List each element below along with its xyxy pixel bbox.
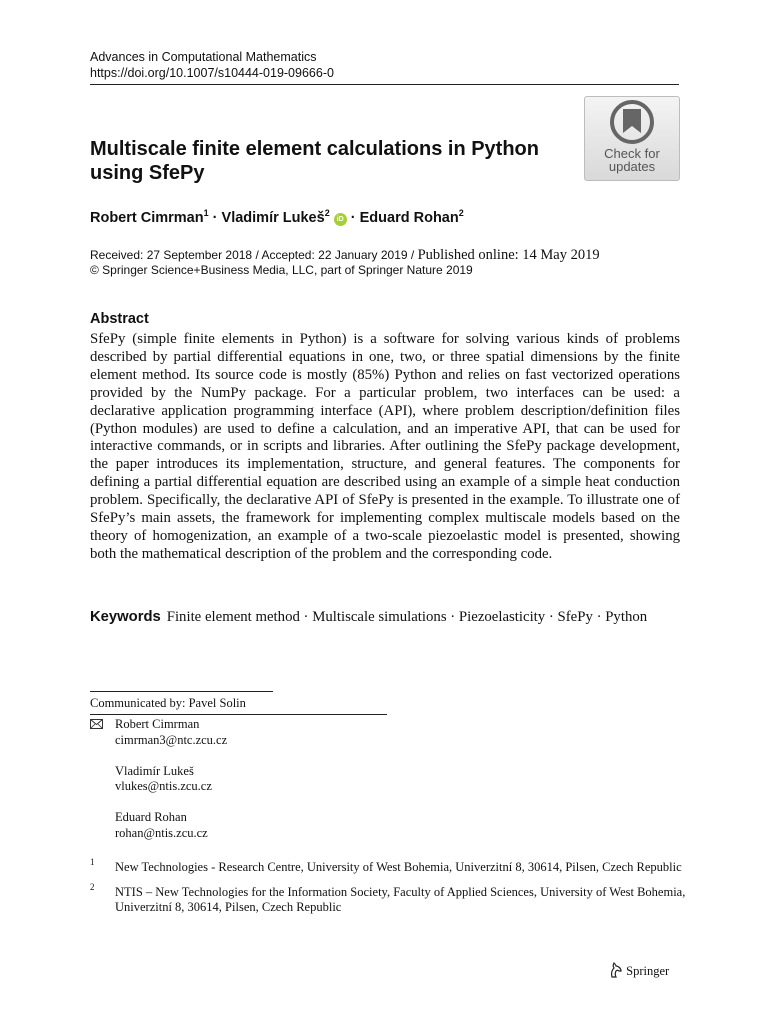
affiliation-text: NTIS – New Technologies for the Information Society, Faculty of Applied Sciences, University of West Bohemia, Univerzitní 8, 30614, Pilsen, Czech Republic: [115, 884, 686, 914]
check-for-updates-badge[interactable]: [584, 96, 680, 181]
published-online-date: Published online: 14 May 2019: [417, 247, 600, 263]
affiliations: [90, 857, 690, 925]
abstract-text: SfePy (simple finite elements in Python) is a software for solving various kinds of problems described by partial differential equations in one, two, or three spatial dimensions by the finite element method. Its source code is mostly (85%) Python and relies on fast vectorized operations provided by the NumPy package. For a particular problem, two interfaces can be used: a declarative application programming interface (API), where problem description/definition files (Python modules) are used to define a calculation, and an imperative API, that can be used for interactive commands, or in scripts and libraries. After outlining the SfePy package development, the paper introduces its implementation, structure, and general features. The components for defining a partial differential equation are described using an example of a simple heat conduction problem. Specifically, the declarative API of SfePy is presented in the example. To illustrate one of SfePy’s main assets, the framework for implementing complex multiscale models based on the theory of homogenization, an example of a two-scale piezoelastic model is presented, showing both the mathematical description of the problem and the corresponding code.: [90, 331, 680, 562]
affiliation-entry: [90, 881, 690, 916]
affiliation-text: New Technologies - Research Centre, University of West Bohemia, Univerzitní 8, 30614, Pilsen, Czech Republic: [115, 860, 682, 874]
keywords-section: [90, 608, 680, 627]
publisher-logo: [609, 962, 669, 979]
contact-email[interactable]: cimrman3@ntc.zcu.cz: [115, 732, 228, 747]
envelope-icon: [90, 719, 103, 729]
contact-email[interactable]: rohan@ntis.zcu.cz: [115, 825, 208, 840]
affiliation-number: 2: [90, 881, 95, 892]
publisher-name: Springer: [626, 964, 670, 978]
affiliation-number: 1: [90, 857, 95, 867]
communicated-by: Communicated by: Pavel Solin: [90, 696, 246, 710]
author-name[interactable]: Eduard Rohan: [359, 209, 459, 226]
contact-entry: [90, 764, 650, 795]
contact-name: Eduard Rohan: [115, 810, 187, 824]
journal-name: Advances in Computational Mathematics: [90, 50, 317, 64]
bookmark-icon: [585, 97, 679, 149]
keywords-text: Finite element method · Multiscale simulations · Piezoelasticity · SfePy · Python: [166, 609, 648, 625]
badge-line-2: updates: [608, 159, 656, 174]
author-contacts: [90, 717, 650, 857]
author-affil-sup: 2: [458, 208, 464, 218]
orcid-icon[interactable]: iD: [334, 213, 347, 226]
received-accepted-dates: Received: 27 September 2018 / Accepted: 22 January 2019 /: [90, 248, 418, 262]
contact-entry: [90, 810, 650, 841]
author-name[interactable]: Vladimír Lukeš: [221, 209, 325, 226]
author-affil-sup: 1: [203, 208, 209, 218]
author-separator: ·: [350, 209, 356, 226]
affiliation-entry: [90, 857, 690, 876]
author-affil-sup: 2: [324, 208, 330, 218]
contact-email[interactable]: vlukes@ntis.zcu.cz: [115, 779, 212, 793]
author-list: [90, 208, 464, 226]
publication-dates: [90, 248, 600, 278]
abstract-heading: Abstract: [90, 311, 149, 327]
contact-entry: [90, 717, 650, 748]
header-divider: [90, 84, 679, 85]
journal-header: [90, 49, 334, 81]
author-separator: ·: [212, 209, 218, 226]
correspondence-divider: [90, 714, 387, 715]
contact-name: Robert Cimrman: [115, 717, 200, 731]
author-name[interactable]: Robert Cimrman: [90, 209, 204, 226]
footnote-divider: [90, 691, 273, 692]
keywords-label: Keywords: [90, 609, 161, 625]
contact-name: Vladimír Lukeš: [115, 763, 194, 778]
copyright-line: © Springer Science+Business Media, LLC, part of Springer Nature 2019: [90, 263, 473, 277]
springer-horse-icon: [609, 962, 623, 978]
badge-line-1: Check for: [604, 146, 660, 161]
doi-link[interactable]: https://doi.org/10.1007/s10444-019-09666-0: [90, 66, 334, 80]
paper-title: Multiscale finite element calculations in Python using SfePy: [90, 138, 539, 184]
